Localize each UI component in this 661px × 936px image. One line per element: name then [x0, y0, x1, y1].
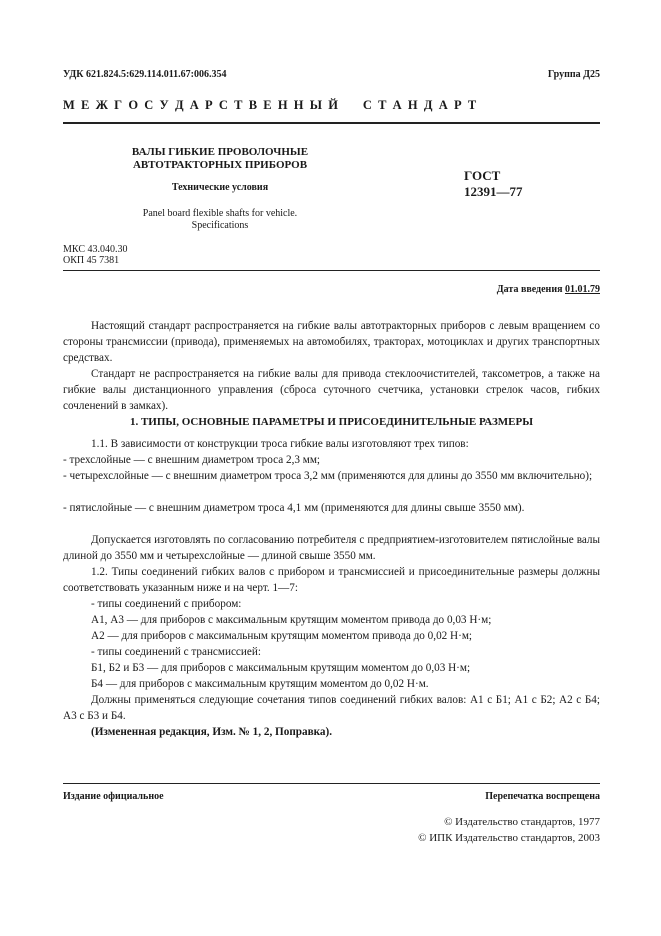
- copyright-block: [418, 814, 600, 846]
- group-code: Группа Д25: [547, 69, 600, 80]
- footer-rule: [63, 783, 600, 784]
- list-item-four-layer: - четырехслойные — с внешним диаметром троса 3,2 мм (применяются для длины до 3550 мм включительно);: [63, 470, 593, 482]
- scope-paragraph: Настоящий стандарт распространяется на гибкие валы автотракторных приборов с левым вращением со стороны трансмиссии (привода), применяемых на автомобилях, тракторах, мотоциклах и других транспортных средствах.: [63, 320, 600, 364]
- list-device-connections: - типы соединений с прибором:: [91, 598, 242, 610]
- doc-title-line1: ВАЛЫ ГИБКИЕ ПРОВОЛОЧНЫЕ: [131, 146, 309, 158]
- list-item-a1-a3: А1, А3 — для приборов с максимальным крутящим моментом привода до 0,03 Н·м;: [91, 614, 492, 626]
- combinations-paragraph: Должны применяться следующие сочетания типов соединений гибких валов: А1 с Б1; А1 с Б2; А2 с Б4; А3 с Б3 и Б4.: [63, 694, 600, 722]
- okp-code: ОКП 45 7381: [63, 255, 120, 266]
- allowance-paragraph: Допускается изготовлять по согласованию потребителя с предприятием-изготовителем пятислойные валы длиной до 3550 мм и четырехслойные — длиной свыше 3550 мм.: [63, 534, 600, 562]
- header-rule: [63, 122, 600, 124]
- gost-number: 12391—77: [464, 184, 523, 199]
- revision-note: (Измененная редакция, Изм. № 1, 2, Поправка).: [91, 726, 333, 738]
- intro-date-label: Дата введения: [496, 284, 563, 295]
- clause-1-1: 1.1. В зависимости от конструкции троса гибкие валы изготовляют трех типов:: [91, 438, 469, 450]
- gost-label: ГОСТ: [464, 168, 501, 183]
- copyright-1977: © Издательство стандартов, 1977: [444, 816, 600, 828]
- doc-title-line2: АВТОТРАКТОРНЫХ ПРИБОРОВ: [132, 159, 308, 171]
- reprint-notice: Перепечатка воспрещена: [485, 791, 600, 802]
- classification-codes: [63, 244, 127, 266]
- list-item-b4: Б4 — для приборов с максимальным крутящим моментом до 0,02 Н·м.: [91, 678, 429, 690]
- doc-subtitle: Технические условия: [171, 182, 269, 193]
- udk-code: УДК 621.824.5:629.114.011.67:006.354: [63, 69, 227, 80]
- exclusion-paragraph: Стандарт не распространяется на гибкие валы для привода стеклоочистителей, таксометров, а также на гибкие валы дистанционного управления (сброса суточного счетчика, установки стрелок часов, гибких сочленений в замках).: [63, 368, 600, 412]
- copyright-2003: © ИПК Издательство стандартов, 2003: [418, 832, 600, 844]
- english-title-line1: Panel board flexible shafts for vehicle.: [142, 208, 298, 219]
- english-title: [90, 208, 350, 232]
- section-heading-1: 1. ТИПЫ, ОСНОВНЫЕ ПАРАМЕТРЫ И ПРИСОЕДИНИТЕЛЬНЫЕ РАЗМЕРЫ: [129, 416, 534, 428]
- mks-code: МКС 43.040.30: [63, 244, 128, 255]
- list-item-a2: А2 — для приборов с максимальным крутящим моментом привода до 0,02 Н·м;: [91, 630, 473, 642]
- list-item-b1-b3: Б1, Б2 и Б3 — для приборов с максимальным крутящим моментом до 0,03 Н·м;: [91, 662, 471, 674]
- clause-1-2: 1.2. Типы соединений гибких валов с прибором и трансмиссией и присоединительные размеры должны соответствовать указанным ниже и на черт. 1—7:: [63, 566, 600, 594]
- intro-date-value: 01.01.79: [565, 284, 600, 295]
- list-transmission-connections: - типы соединений с трансмиссией:: [91, 646, 261, 658]
- list-item-three-layer: - трехслойные — с внешним диаметром троса 2,3 мм;: [63, 454, 321, 466]
- title-rule: [63, 270, 600, 271]
- standard-banner: М Е Ж Г О С У Д А Р С Т В Е Н Н Ы Й С Т А Н Д А Р Т: [63, 98, 478, 112]
- intro-date: [497, 284, 600, 295]
- list-item-five-layer: - пятислойные — с внешним диаметром троса 4,1 мм (применяются для длины свыше 3550 мм).: [63, 502, 525, 514]
- official-edition: Издание официальное: [63, 791, 164, 802]
- english-title-line2: Specifications: [191, 220, 249, 231]
- doc-title: [90, 146, 350, 172]
- gost-designation: [464, 168, 523, 200]
